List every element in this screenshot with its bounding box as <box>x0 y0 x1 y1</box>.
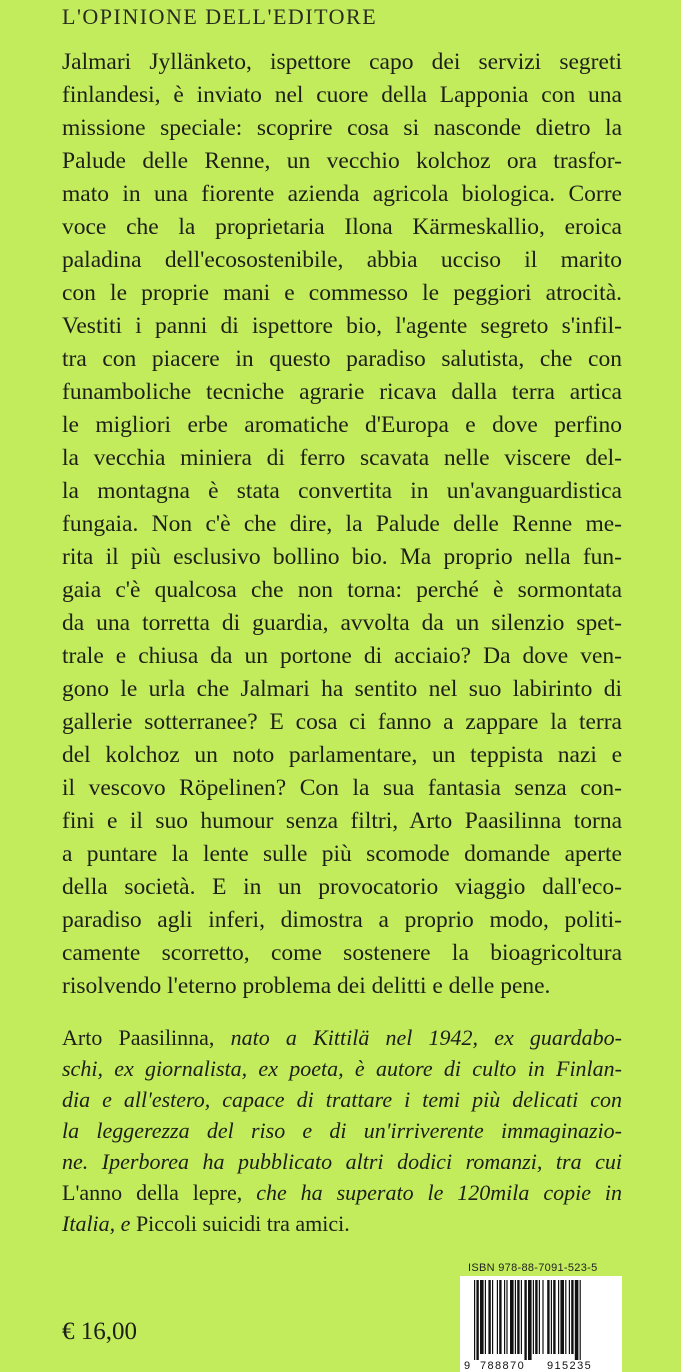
author-bio <box>62 1022 622 1239</box>
synopsis-text <box>62 46 622 1003</box>
synopsis-line: paladina dell'ecosostenibile, abbia ucciso il marito <box>62 247 622 273</box>
barcode-bar <box>565 1280 566 1354</box>
synopsis-line: gallerie sotterranee? E cosa ci fanno a zappare la terra <box>62 709 622 735</box>
synopsis-line: la montagna è stata convertita in un'avanguardistica <box>62 478 622 504</box>
barcode-bar <box>488 1280 490 1354</box>
synopsis-line: paradiso agli inferi, dimostra a proprio modo, politi- <box>62 907 622 933</box>
barcode <box>460 1276 622 1372</box>
barcode-bar <box>485 1280 486 1354</box>
barcode-bar <box>492 1280 493 1354</box>
barcode-bar <box>553 1280 555 1354</box>
barcode-bar <box>575 1280 579 1360</box>
barcode-bar <box>560 1280 564 1354</box>
synopsis-line: fungaia. Non c'è che dire, la Palude delle Renne me- <box>62 511 622 537</box>
section-heading: L'OPINIONE DELL'EDITORE <box>62 4 378 29</box>
barcode-bar <box>558 1280 559 1354</box>
barcode-bar <box>542 1280 543 1354</box>
author-bio-line: Arto Paasilinna, nato a Kittilä nel 1942, ex guardabo- <box>62 1025 623 1050</box>
barcode-bar <box>476 1280 478 1360</box>
synopsis-line: rita il più esclusivo bollino bio. Ma proprio nella fun- <box>62 544 622 570</box>
synopsis-line: funamboliche tecniche agrarie ricava dalla terra artica <box>62 379 622 405</box>
synopsis-line: trale e chiusa da un portone di acciaio? Da dove ven- <box>62 643 622 669</box>
synopsis-line: voce che la proprietaria Ilona Kärmeskallio, eroica <box>62 214 622 240</box>
synopsis-line: della società. E in un provocatorio viaggio dall'eco- <box>62 874 622 900</box>
author-bio-line: schi, ex giornalista, ex poeta, è autore di culto in Finlan- <box>62 1056 622 1081</box>
barcode-bar <box>506 1280 507 1354</box>
synopsis-line: Vestiti i panni di ispettore bio, l'agente segreto s'infil- <box>62 313 622 339</box>
barcode-bar <box>510 1280 514 1354</box>
author-bio-line: dia e all'estero, capace di trattare i temi più delicati con <box>62 1087 622 1112</box>
synopsis-line: gono le urla che Jalmari ha sentito nel suo labirinto di <box>62 676 622 702</box>
author-bio-line: L'anno della lepre, che ha superato le 120mila copie in <box>62 1180 623 1205</box>
synopsis-line: mato in una fiorente azienda agricola biologica. Corre <box>62 181 622 207</box>
author-bio-line: la leggerezza del riso e di un'irriverente immaginazio- <box>62 1118 622 1143</box>
barcode-bar <box>547 1280 549 1354</box>
synopsis-line: da una torretta di guardia, avvolta da un silenzio spet- <box>62 610 622 636</box>
barcode-bar <box>524 1280 526 1360</box>
barcode-bar <box>533 1280 534 1354</box>
isbn-label: ISBN 978-88-7091-523-5 <box>468 1262 598 1274</box>
author-bio-line: ne. Iperborea ha pubblicato altri dodici romanzi, tra cui <box>62 1149 622 1174</box>
barcode-digit-first: 9 <box>464 1360 471 1372</box>
barcode-bar <box>539 1280 540 1354</box>
price-label: € 16,00 <box>62 1318 137 1345</box>
barcode-background <box>460 1276 622 1372</box>
barcode-bar <box>499 1280 501 1354</box>
barcode-bar <box>571 1280 573 1354</box>
synopsis-line: le migliori erbe aromatiche d'Europa e dove perfino <box>62 412 622 438</box>
barcode-bar <box>515 1280 516 1354</box>
synopsis-line: del kolchoz un noto parlamentare, un teppista nazi e <box>62 742 622 768</box>
barcode-bar <box>517 1280 519 1354</box>
synopsis-line: missione speciale: scoprire cosa si nasconde dietro la <box>62 115 622 141</box>
synopsis-line: camente scorretto, come sostenere la bioagricoltura <box>62 940 622 966</box>
barcode-bar <box>474 1280 475 1360</box>
barcode-bar <box>521 1280 522 1354</box>
barcode-bar <box>580 1280 581 1360</box>
synopsis-line: gaia c'è qualcosa che non torna: perché è sormontata <box>62 577 622 603</box>
barcode-bar <box>569 1280 570 1354</box>
barcode-digits-left: 788870 <box>480 1360 526 1372</box>
synopsis-line: Palude delle Renne, un vecchio kolchoz ora trasfor- <box>62 148 622 174</box>
barcode-bar <box>551 1280 552 1354</box>
synopsis-line: Jalmari Jyllänketo, ispettore capo dei servizi segreti <box>62 49 622 75</box>
barcode-graphic <box>460 1276 622 1372</box>
synopsis-line: fini e il suo humour senza filtri, Arto Paasilinna torna <box>62 808 622 834</box>
synopsis-line: tra con piacere in questo paradiso salutista, che con <box>62 346 622 372</box>
synopsis-line: con le proprie mani e commesso le peggiori atrocità. <box>62 280 622 306</box>
barcode-bar <box>497 1280 498 1354</box>
synopsis-line: il vescovo Röpelinen? Con la sua fantasia senza con- <box>62 775 622 801</box>
barcode-digits-right: 915235 <box>547 1360 593 1372</box>
synopsis-line: finlandesi, è inviato nel cuore della Lapponia con una <box>62 82 622 108</box>
synopsis-line: risolvendo l'eterno problema dei delitti e delle pene. <box>62 973 551 999</box>
barcode-bar <box>480 1280 484 1354</box>
barcode-bar <box>528 1280 532 1360</box>
author-bio-line: Italia, e Piccoli suicidi tra amici. <box>62 1211 350 1236</box>
synopsis-line: la vecchia miniera di ferro scavata nelle viscere del- <box>62 445 622 471</box>
barcode-bar <box>504 1280 505 1354</box>
barcode-bar <box>535 1280 537 1354</box>
synopsis-line: a puntare la lente sulle più scomode domande aperte <box>62 841 622 867</box>
